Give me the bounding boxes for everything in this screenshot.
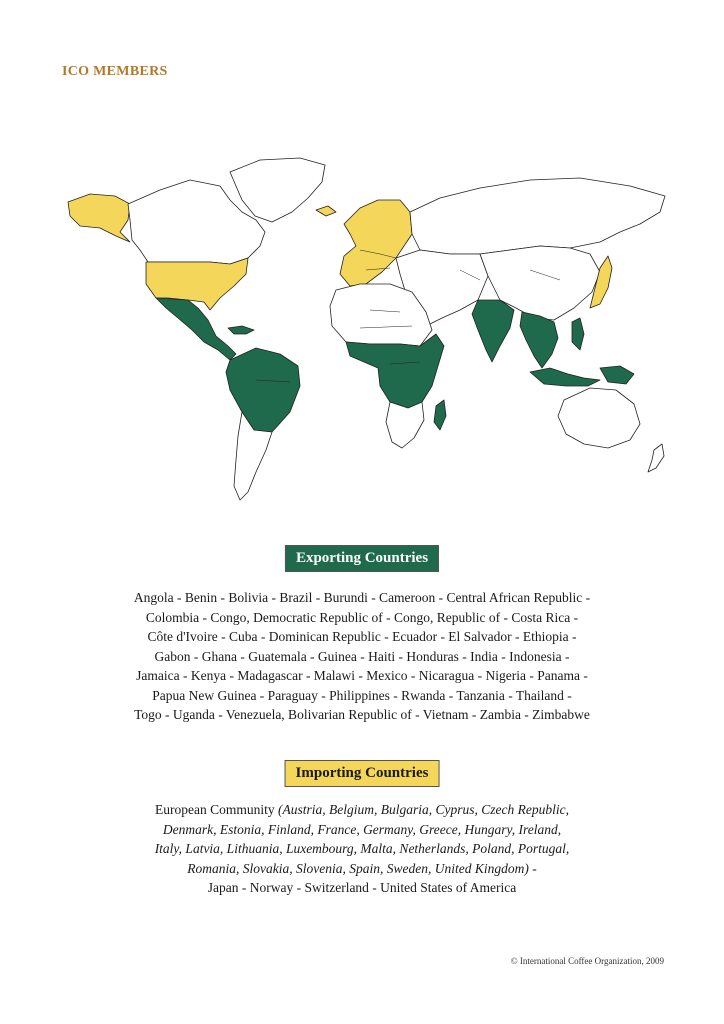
- map-mexico-central-america: [156, 298, 236, 360]
- map-russia: [410, 178, 665, 254]
- world-map-svg: [60, 150, 675, 510]
- importing-line: [100, 859, 624, 879]
- importing-line-italic: Italy, Latvia, Lithuania, Luxembourg, Malta, Netherlands, Poland, Portugal,: [154, 841, 570, 856]
- importing-line: Japan - Norway - Switzerland - United States of America: [207, 880, 517, 895]
- map-central-africa: [346, 334, 444, 408]
- exporting-line: Colombia - Congo, Democratic Republic of - Congo, Republic of - Costa Rica -: [145, 609, 579, 625]
- importing-line-prefix: European Community: [155, 802, 278, 817]
- importing-countries-heading: Importing Countries: [285, 760, 440, 787]
- map-greenland: [230, 158, 325, 222]
- map-madagascar: [434, 400, 446, 430]
- map-new-zealand: [648, 444, 664, 472]
- exporting-line: Angola - Benin - Bolivia - Brazil - Burundi - Cameroon - Central African Republic -: [133, 590, 591, 605]
- exporting-countries-list: [100, 588, 624, 725]
- map-alaska: [68, 194, 130, 242]
- map-indonesia: [530, 368, 600, 386]
- importing-line-italic: Denmark, Estonia, Finland, France, Germany, Greece, Hungary, Ireland,: [162, 821, 562, 837]
- importing-line-italic: (Austria, Belgium, Bulgaria, Cyprus, Czech Republic,: [278, 802, 569, 817]
- importing-line-suffix: -: [528, 860, 537, 876]
- copyright-notice: © International Coffee Organization, 2009: [510, 956, 664, 966]
- importing-line: [100, 800, 624, 820]
- map-southeast-asia: [520, 312, 558, 368]
- map-south-america-exporters: [226, 348, 300, 432]
- map-philippines: [572, 318, 584, 350]
- exporting-line: Jamaica - Kenya - Madagascar - Malawi - Mexico - Nicaragua - Nigeria - Panama -: [136, 668, 588, 683]
- importing-countries-list: [100, 800, 624, 898]
- map-papua-new-guinea: [600, 366, 634, 384]
- importing-line-italic: Romania, Slovakia, Slovenia, Spain, Sweden, United Kingdom): [187, 860, 529, 876]
- exporting-line: Togo - Uganda - Venezuela, Bolivarian Republic of - Vietnam - Zambia - Zimbabwe: [134, 707, 590, 722]
- map-southern-africa: [386, 402, 424, 448]
- map-iceland: [316, 206, 336, 216]
- map-india: [472, 300, 514, 362]
- exporting-line: Côte d'Ivoire - Cuba - Dominican Republic - Ecuador - El Salvador - Ethiopia -: [147, 629, 577, 644]
- world-map: [60, 150, 675, 510]
- exporting-line: Papua New Guinea - Paraguay - Philippines - Rwanda - Tanzania - Thailand -: [152, 687, 572, 703]
- map-caribbean: [228, 326, 254, 334]
- map-australia: [558, 388, 640, 448]
- exporting-countries-heading: Exporting Countries: [285, 545, 439, 572]
- exporting-line: Gabon - Ghana - Guatemala - Guinea - Haiti - Honduras - India - Indonesia -: [154, 648, 570, 664]
- page-title: ICO MEMBERS: [62, 64, 168, 79]
